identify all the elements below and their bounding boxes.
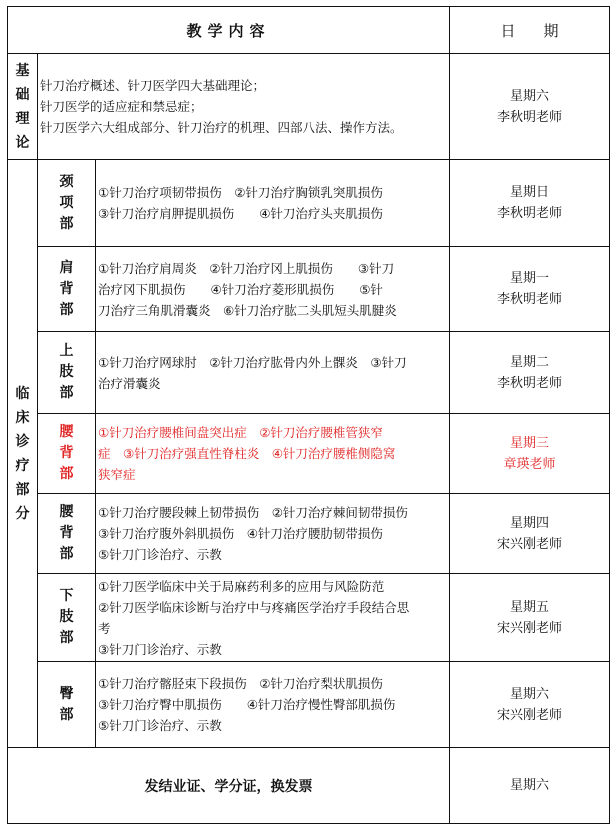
basic-theory-date: 星期六 李秋明老师 [450, 54, 610, 160]
header-row [8, 7, 610, 54]
basic-theory-row [8, 54, 610, 160]
course-schedule-table [7, 6, 610, 824]
section-label: 肩 背 部 [38, 247, 96, 332]
section-content: ①针刀医学临床中关于局麻药利多的应用与风险防范 ②针刀医学临床诊断与治疗中与疼痛医学治疗手段结合思 考 ③针刀门诊治疗、示教 [96, 574, 450, 662]
footer-date: 星期六 [450, 748, 610, 824]
section-date: 星期一 李秋明老师 [450, 247, 610, 332]
section-content: ①针刀治疗项韧带损伤 ②针刀治疗胸锁乳突肌损伤 ③针刀治疗肩胛提肌损伤 ④针刀治疗头夹肌损伤 [96, 160, 450, 247]
table-row [8, 662, 610, 748]
table-row [8, 332, 610, 414]
table-row [8, 414, 610, 494]
section-content: ①针刀治疗髂胫束下段损伤 ②针刀治疗梨状肌损伤 ③针刀治疗臀中肌损伤 ④针刀治疗慢性臀部肌损伤 ⑤针刀门诊治疗、示教 [96, 662, 450, 748]
section-label: 腰 背 部 [38, 414, 96, 494]
clinical-label: 临 床 诊 疗 部 分 [8, 160, 38, 748]
section-label: 腰 背 部 [38, 494, 96, 574]
section-date: 星期日 李秋明老师 [450, 160, 610, 247]
section-label: 上 肢 部 [38, 332, 96, 414]
section-label: 颈 项 部 [38, 160, 96, 247]
section-content: ①针刀治疗网球肘 ②针刀治疗肱骨内外上髁炎 ③针刀 治疗滑囊炎 [96, 332, 450, 414]
section-content: ①针刀治疗肩周炎 ②针刀治疗冈上肌损伤 ③针刀 治疗冈下肌损伤 ④针刀治疗菱形肌损伤 ⑤针 刀治疗三角肌滑囊炎 ⑥针刀治疗肱二头肌短头肌腱炎 [96, 247, 450, 332]
table-row [8, 160, 610, 247]
header-date: 日期 [450, 7, 610, 54]
section-date: 星期六 宋兴刚老师 [450, 662, 610, 748]
table-row [8, 494, 610, 574]
section-date: 星期五 宋兴刚老师 [450, 574, 610, 662]
section-content: ①针刀治疗腰椎间盘突出症 ②针刀治疗腰椎管狭窄 症 ③针刀治疗强直性脊柱炎 ④针刀治疗腰椎侧隐窝 狭窄症 [96, 414, 450, 494]
basic-theory-content: 针刀治疗概述、针刀医学四大基础理论； 针刀医学的适应症和禁忌症； 针刀医学六大组成部分、针刀治疗的机理、四部八法、操作方法。 [38, 54, 450, 160]
basic-theory-label: 基 础 理 论 [8, 54, 38, 160]
section-date: 星期四 宋兴刚老师 [450, 494, 610, 574]
footer-content: 发结业证、学分证，换发票 [8, 748, 450, 824]
section-content: ①针刀治疗腰段棘上韧带损伤 ②针刀治疗棘间韧带损伤 ③针刀治疗腹外斜肌损伤 ④针刀治疗腰肋韧带损伤 ⑤针刀门诊治疗、示教 [96, 494, 450, 574]
section-label: 臀 部 [38, 662, 96, 748]
section-date: 星期二 李秋明老师 [450, 332, 610, 414]
section-date: 星期三 章瑛老师 [450, 414, 610, 494]
header-content: 教学内容 [8, 7, 450, 54]
table-row [8, 247, 610, 332]
footer-row [8, 748, 610, 824]
section-label: 下 肢 部 [38, 574, 96, 662]
table-row [8, 574, 610, 662]
